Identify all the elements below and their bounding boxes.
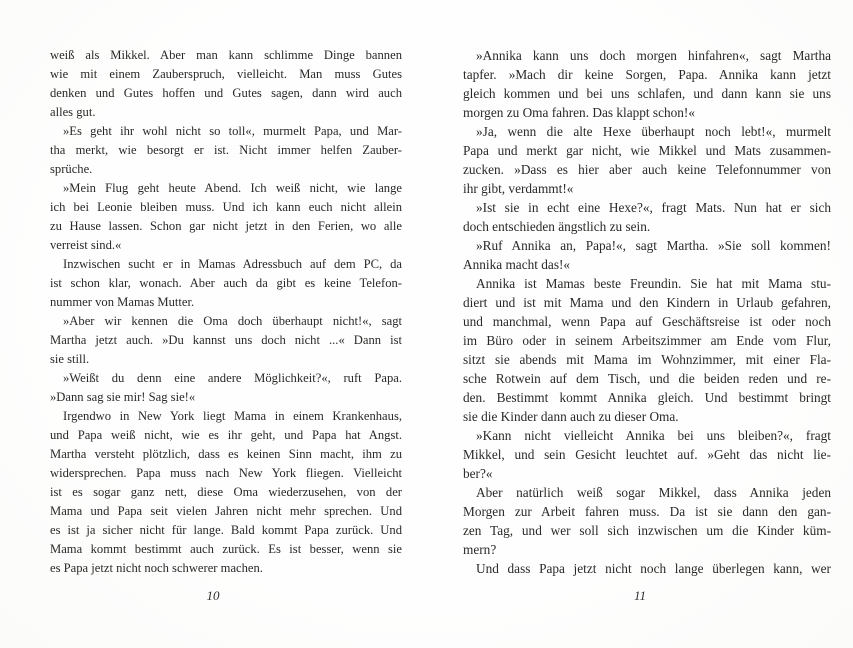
text-line: »Ruf Annika an, Papa!«, sagt Martha. »Sie soll kommen!: [476, 238, 831, 253]
text-line: zu Hause lassen. Schon gar nicht jetzt in den Ferien, wo alle: [50, 219, 402, 233]
text-line: sche Rotwein auf dem Tisch, und die beiden reden und re-: [463, 371, 831, 386]
page-text-left: [50, 46, 402, 578]
paragraph: [463, 274, 831, 426]
text-line: Papa und merkt gar nicht, wie Mikkel und Mats zusammen-: [463, 143, 831, 158]
paragraph: [50, 407, 402, 578]
text-line: Mama und Papa seit vielen Jahren nicht mehr sprechen. Und: [50, 504, 402, 518]
paragraph: [50, 312, 402, 369]
text-line: widersprechen. Papa muss nach New York fliegen. Vielleicht: [50, 466, 402, 480]
text-line: und Papa weiß nicht, wie es ihr geht, und Papa hat Angst.: [50, 428, 402, 442]
text-line: Annika ist Mamas beste Freundin. Sie hat mit Mama stu-: [476, 276, 831, 291]
text-line: alles gut.: [50, 105, 96, 119]
text-line: ihr gibt, verdammt!«: [463, 181, 574, 196]
paragraph: [50, 179, 402, 255]
text-line: verreist sind.«: [50, 238, 122, 252]
text-line: »Weißt du denn eine andere Möglichkeit?«, ruft Papa.: [63, 371, 402, 385]
text-line: sitzt sie abends mit Mama im Wohnzimmer, mit einer Fla-: [463, 352, 831, 367]
page-number-left: 10: [206, 588, 220, 603]
text-line: mern?: [463, 542, 497, 557]
text-line: weiß als Mikkel. Aber man kann schlimme Dinge bannen: [50, 48, 402, 62]
text-line: ich bei Leonie bleiben muss. Und ich kann euch nicht allein: [50, 200, 402, 214]
text-line: es Papa jetzt nicht noch schwerer machen.: [50, 561, 263, 575]
paragraph: [463, 122, 831, 198]
paragraph: [50, 255, 402, 312]
text-line: »Ist sie in echt eine Hexe?«, fragt Mats. Nun hat er sich: [476, 200, 831, 215]
text-line: denken und Gutes hoffen und Gutes sagen, dann wird auch: [50, 86, 402, 100]
text-line: Martha jetzt auch. »Du kannst uns doch nicht ...« Dann ist: [50, 333, 402, 347]
text-line: Inzwischen sucht er in Mamas Adressbuch auf dem PC, da: [63, 257, 402, 271]
text-line: wie mit einem Zauberspruch, vielleicht. Man muss Gutes: [50, 67, 402, 81]
text-line: sprüche.: [50, 162, 93, 176]
text-line: den. Bestimmt kommt Annika gleich. Und bestimmt bringt: [463, 390, 831, 405]
text-line: Aber natürlich weiß sogar Mikkel, dass Annika jeden: [476, 485, 831, 500]
text-line: tapfer. »Mach dir keine Sorgen, Papa. Annika kann jetzt: [463, 67, 831, 82]
text-line: doch entschieden ängstlich zu sein.: [463, 219, 651, 234]
text-line: Annika macht das!«: [463, 257, 571, 272]
page-text-right: [463, 46, 831, 578]
paragraph: [463, 483, 831, 559]
text-line: »Annika kann uns doch morgen hinfahren«, sagt Martha: [476, 48, 831, 63]
text-line: »Mein Flug geht heute Abend. Ich weiß nicht, wie lange: [63, 181, 402, 195]
text-line: »Dann sag sie mir! Sag sie!«: [50, 390, 196, 404]
text-line: ist es sogar ganz nett, diese Oma wiederzusehen, von der: [50, 485, 402, 499]
paragraph: [50, 46, 402, 122]
text-line: tha merkt, wie besorgt er ist. Nicht immer helfen Zauber-: [50, 143, 402, 157]
text-line: Mama kommt bestimmt auch zurück. Es ist besser, wenn sie: [50, 542, 402, 556]
text-line: Morgen zur Arbeit fahren muss. Da ist sie dann den gan-: [463, 504, 831, 519]
text-line: »Kann nicht vielleicht Annika bei uns bleiben?«, fragt: [476, 428, 831, 443]
text-line: diert und ist mit Mama und den Kindern in Urlaub gefahren,: [463, 295, 831, 310]
text-line: im Büro oder in seinem Arbeitszimmer am Ende vom Flur,: [463, 333, 831, 348]
text-line: nummer von Mamas Mutter.: [50, 295, 195, 309]
text-line: sie die Kinder dann auch zu dieser Oma.: [463, 409, 679, 424]
text-line: und manchmal, wenn Papa auf Geschäftsreise ist oder noch: [463, 314, 831, 329]
paragraph: [463, 46, 831, 122]
text-line: Mikkel, und sein Gesicht leuchtet auf. »Geht das nicht lie-: [463, 447, 831, 462]
paragraph: [50, 122, 402, 179]
text-line: »Es geht ihr wohl nicht so toll«, murmelt Papa, und Mar-: [63, 124, 402, 138]
text-line: sie still.: [50, 352, 90, 366]
text-line: Irgendwo in New York liegt Mama in einem Krankenhaus,: [63, 409, 402, 423]
text-line: Und dass Papa jetzt nicht noch lange überlegen kann, wer: [476, 561, 831, 576]
text-line: »Aber wir kennen die Oma doch überhaupt nicht!«, sagt: [63, 314, 402, 328]
paragraph: [463, 426, 831, 483]
text-line: gleich kommen und bei uns schlafen, und dann kann sie uns: [463, 86, 831, 101]
text-line: »Ja, wenn die alte Hexe überhaupt noch lebt!«, murmelt: [476, 124, 831, 139]
text-line: es ist ja sicher nicht für lange. Bald kommt Papa zurück. Und: [50, 523, 402, 537]
text-line: Martha versteht plötzlich, dass es keinen Sinn macht, ihm zu: [50, 447, 402, 461]
text-line: zucken. »Dass es hier aber auch keine Telefonnummer von: [463, 162, 831, 177]
paragraph: [463, 559, 831, 578]
paragraph: [50, 369, 402, 407]
page-number-right: 11: [633, 588, 647, 603]
text-line: morgen zu Oma fahren. Das klappt schon!«: [463, 105, 696, 120]
paragraph: [463, 198, 831, 236]
text-line: zen Tag, und wer soll sich inzwischen um die Kinder küm-: [463, 523, 831, 538]
text-line: ist schon klar, wonach. Aber auch da gibt es keine Telefon-: [50, 276, 402, 290]
paragraph: [463, 236, 831, 274]
text-line: ber?«: [463, 466, 493, 481]
